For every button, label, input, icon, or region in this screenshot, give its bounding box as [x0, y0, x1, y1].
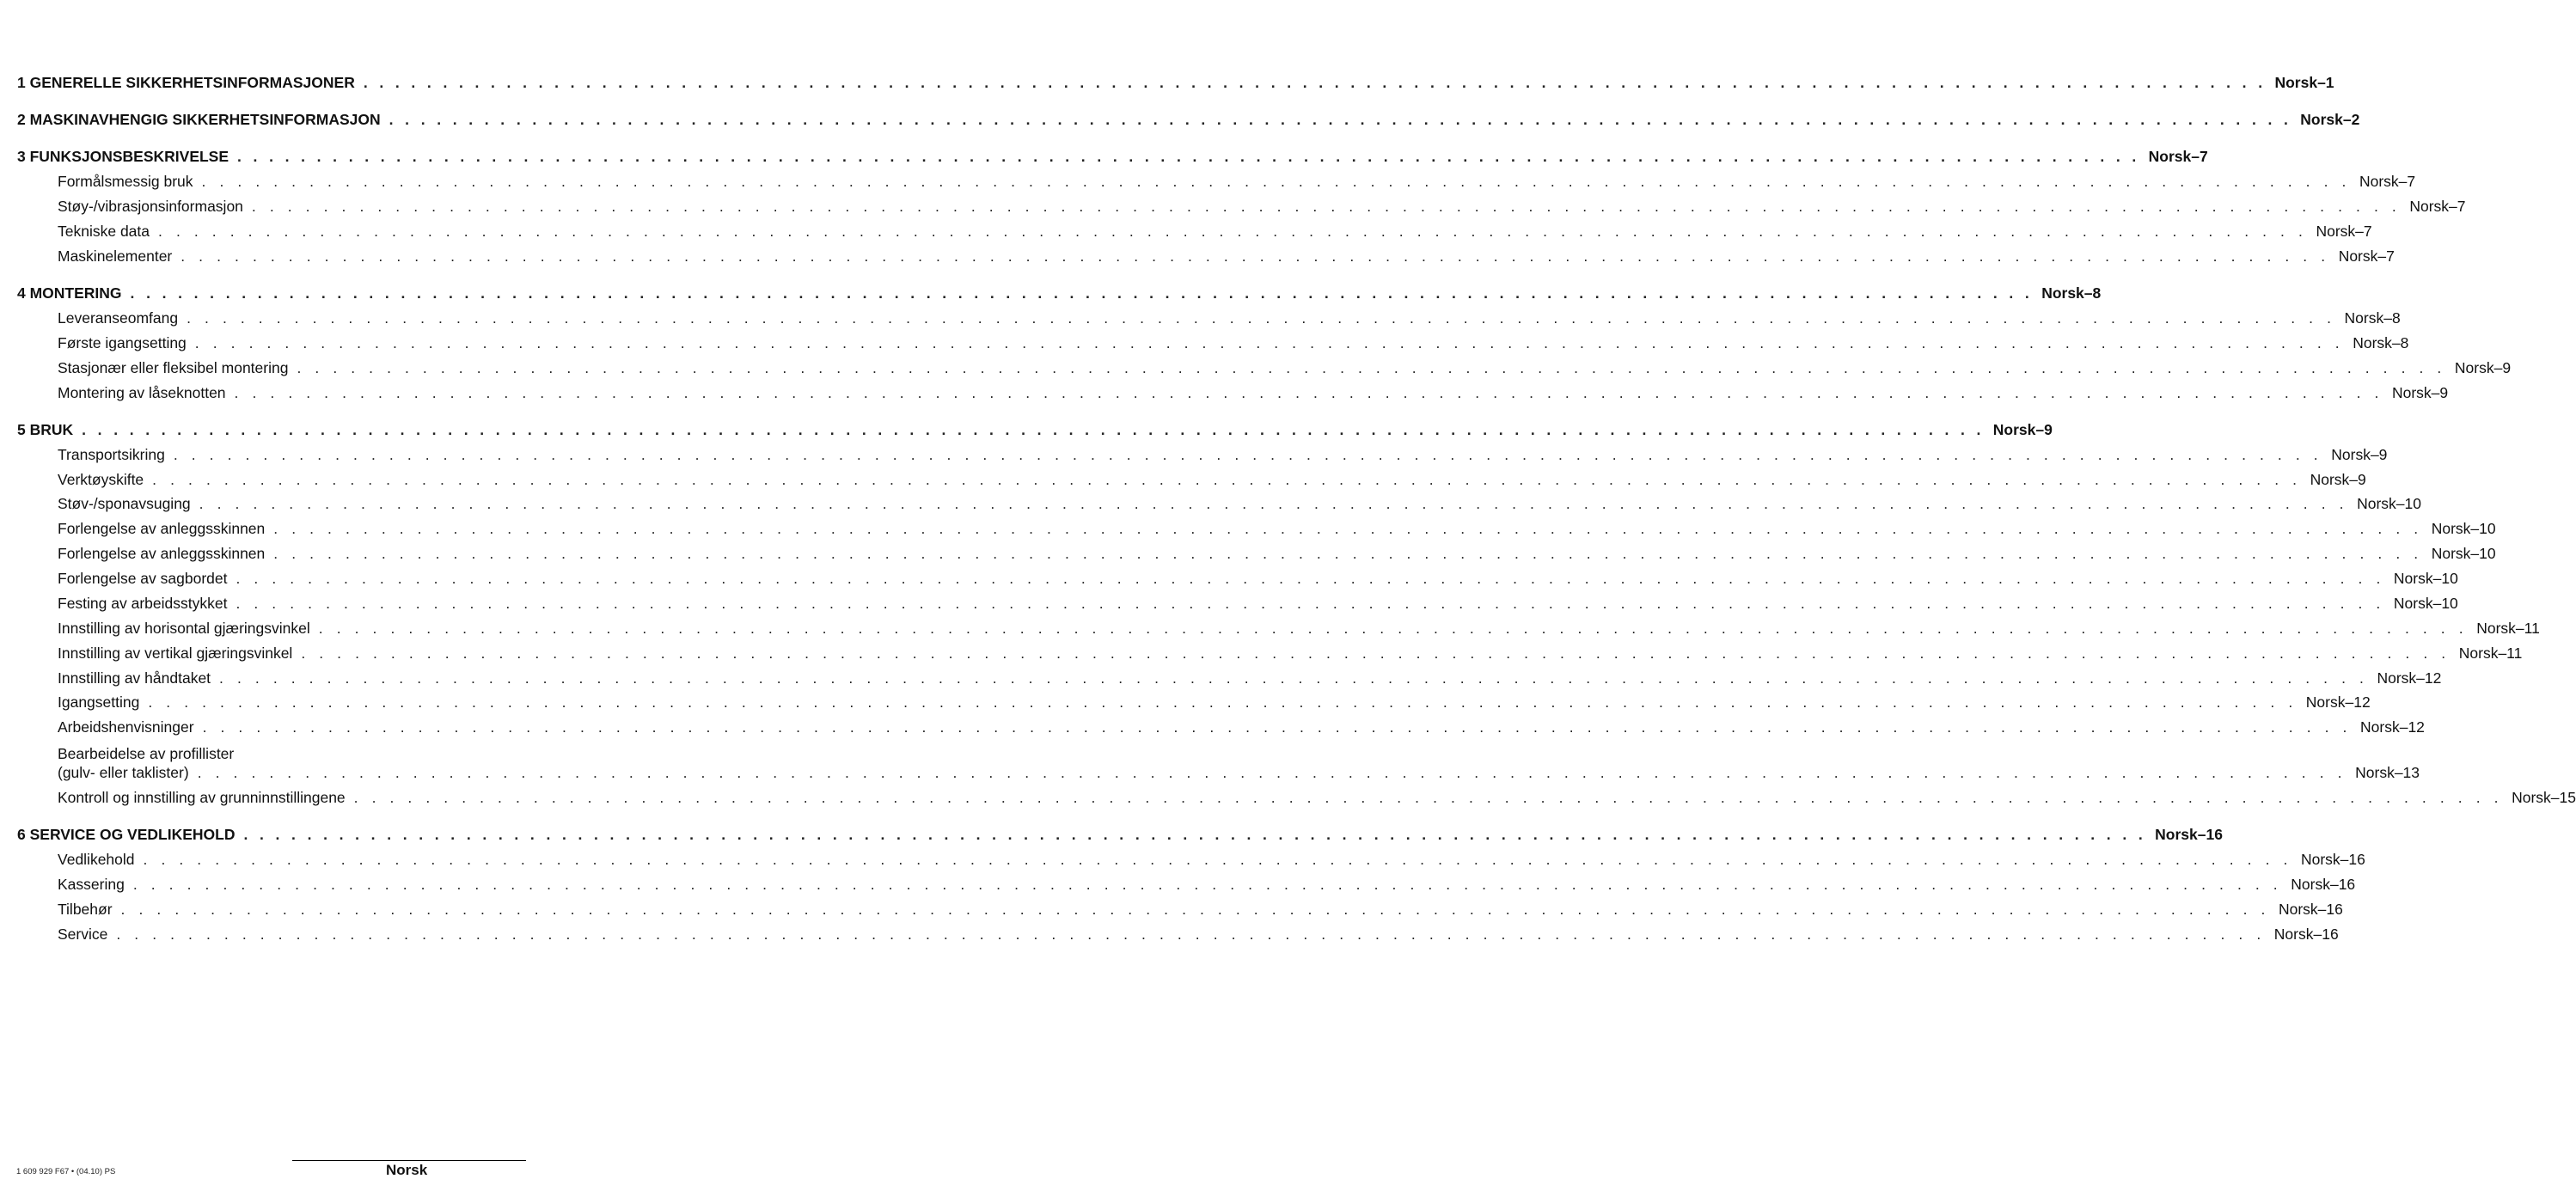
toc-entry-row	[58, 620, 2540, 642]
toc-dot-leader: . . . . . . . . . . . . . . . . . . . . . . . . . . . . . . . . . . . . . . . . . . . . . . . . . . . . . . . . . . . . . . . . . . . . . . . . . . . . . . . . . . . . . . . . . . . . . . . . . . . . . . . . . . . . . . . . . . . . . . . .	[353, 789, 2504, 806]
toc-entry-row	[58, 198, 2466, 220]
toc-page-ref: Norsk–11	[2458, 644, 2523, 662]
toc-entry-title: (gulv- eller taklister)	[58, 764, 189, 781]
toc-page-ref: Norsk–8	[2344, 309, 2401, 327]
toc-page-ref: Norsk–16	[2278, 901, 2343, 918]
toc-entry-row	[58, 570, 2458, 592]
toc-entry-title: Første igangsetting	[58, 334, 187, 351]
toc-dot-leader: . . . . . . . . . . . . . . . . . . . . . . . . . . . . . . . . . . . . . . . . . . . . . . . . . . . . . . . . . . . . . . . . . . . . . . . . . . . . . . . . . . . . . . . . . . . . . . . . . . . . . . . . . . . . . . . . . . . . . . . .	[181, 247, 2330, 265]
toc-section-title: 1 GENERELLE SIKKERHETSINFORMASJONER	[17, 74, 355, 91]
toc-dot-leader: . . . . . . . . . . . . . . . . . . . . . . . . . . . . . . . . . . . . . . . . . . . . . . . . . . . . . . . . . . . . . . . . . . . . . . . . . . . . . . . . . . . . . . . . . . . . . . . . . . . . . . . . . . . . . . . . . . . . . . . .	[116, 925, 2266, 943]
toc-section-title: 2 MASKINAVHENGIG SIKKERHETSINFORMASJON	[17, 111, 381, 128]
toc-dot-leader: . . . . . . . . . . . . . . . . . . . . . . . . . . . . . . . . . . . . . . . . . . . . . . . . . . . . . . . . . . . . . . . . . . . . . . . . . . . . . . . . . . . . . . . . . . . . . . . . . . . . . . . . . . . . . . . . . . . . . . . .	[201, 173, 2351, 190]
toc-entry-title: Forlengelse av anleggsskinnen	[58, 545, 266, 562]
toc-dot-leader: . . . . . . . . . . . . . . . . . . . . . . . . . . . . . . . . . . . . . . . . . . . . . . . . . . . . . . . . . . . . . . . . . . . . . . . . . . . . . . . . . . . . . . . . . . . . . . . . . . . . . . . . . . . . . . . . . . . . . . . .	[202, 718, 2353, 736]
toc-entry-row	[58, 223, 2372, 245]
toc-page-ref: Norsk–12	[2377, 669, 2442, 687]
footer-document-code: 1 609 929 F67 • (04.10) PS	[16, 1167, 116, 1176]
toc-section-row	[17, 148, 2208, 170]
toc-section-row	[17, 826, 2223, 848]
toc-entry-row	[58, 446, 2388, 468]
toc-entry-row	[58, 384, 2449, 406]
toc-entry-row	[58, 520, 2496, 542]
toc-page-ref: Norsk–11	[2476, 620, 2540, 637]
toc-section-title: 3 FUNKSJONSBESKRIVELSE	[17, 148, 229, 165]
toc-page-ref: Norsk–1	[2274, 74, 2334, 91]
toc-page-ref: Norsk–16	[2291, 876, 2356, 893]
toc-page-ref: Norsk–7	[2409, 198, 2466, 215]
toc-entry-title: Kassering	[58, 876, 125, 893]
toc-entry-row	[58, 309, 2401, 332]
toc-page-ref: Norsk–16	[2273, 925, 2339, 943]
toc-dot-leader: . . . . . . . . . . . . . . . . . . . . . . . . . . . . . . . . . . . . . . . . . . . . . . . . . . . . . . . . . . . . . . . . . . . . . . . . . . . . . . . . . . . . . . . . . . . . . . . . . . . . . . . . . . . . . . . . . . . . . . . .	[82, 421, 1985, 438]
toc-page-ref: Norsk–12	[2305, 693, 2371, 711]
toc-dot-leader: . . . . . . . . . . . . . . . . . . . . . . . . . . . . . . . . . . . . . . . . . . . . . . . . . . . . . . . . . . . . . . . . . . . . . . . . . . . . . . . . . . . . . . . . . . . . . . . . . . . . . . . . . . . . . . . . . . . . . . . .	[132, 876, 2283, 893]
toc-page-ref: Norsk–15	[2512, 789, 2576, 806]
toc-entry-title: Tekniske data	[58, 223, 150, 240]
footer-language-label: Norsk	[386, 1162, 428, 1178]
toc-page-ref: Norsk–13	[2355, 764, 2420, 781]
toc-entry-row	[58, 173, 2416, 195]
toc-dot-leader: . . . . . . . . . . . . . . . . . . . . . . . . . . . . . . . . . . . . . . . . . . . . . . . . . . . . . . . . . . . . . . . . . . . . . . . . . . . . . . . . . . . . . . . . . . . . . . . . . . . . . . . . . . . . . . . . . . . . . . . .	[143, 851, 2292, 868]
toc-dot-leader: . . . . . . . . . . . . . . . . . . . . . . . . . . . . . . . . . . . . . . . . . . . . . . . . . . . . . . . . . . . . . . . . . . . . . . . . . . . . . . . . . . . . . . . . . . . . . . . . . . . . . . . . . . . . . . . . . . . . . . . .	[363, 74, 2267, 91]
toc-entry-title: Montering av låseknotten	[58, 384, 226, 401]
toc-entry-row	[58, 789, 2576, 811]
toc-entry-title: Forlengelse av anleggsskinnen	[58, 520, 266, 537]
toc-page-ref: Norsk–2	[2300, 111, 2360, 128]
toc-dot-leader: . . . . . . . . . . . . . . . . . . . . . . . . . . . . . . . . . . . . . . . . . . . . . . . . . . . . . . . . . . . . . . . . . . . . . . . . . . . . . . . . . . . . . . . . . . . . . . . . . . . . . . . . . . . . . . . . . . . . . . . .	[120, 901, 2270, 918]
toc-section-row	[17, 74, 2334, 96]
toc-dot-leader: . . . . . . . . . . . . . . . . . . . . . . . . . . . . . . . . . . . . . . . . . . . . . . . . . . . . . . . . . . . . . . . . . . . . . . . . . . . . . . . . . . . . . . . . . . . . . . . . . . . . . . . . . . . . . . . . . . . . . . . .	[273, 520, 2423, 537]
toc-entry-row	[58, 359, 2512, 382]
toc-page-ref: Norsk–9	[2391, 384, 2449, 401]
toc-entry-title: Tilbehør	[58, 901, 113, 918]
toc-page-ref: Norsk–7	[2316, 223, 2372, 240]
toc-entry-title: Verktøyskifte	[58, 471, 144, 488]
toc-entry-title: Innstilling av vertikal gjæringsvinkel	[58, 644, 293, 662]
toc-page-ref: Norsk–10	[2393, 595, 2458, 612]
toc-dot-leader: . . . . . . . . . . . . . . . . . . . . . . . . . . . . . . . . . . . . . . . . . . . . . . . . . . . . . . . . . . . . . . . . . . . . . . . . . . . . . . . . . . . . . . . . . . . . . . . . . . . . . . . . . . . . . . . . . . . . . . . .	[301, 644, 2451, 662]
toc-page-ref: Norsk–8	[2041, 284, 2102, 302]
toc-page-ref: Norsk–10	[2393, 570, 2458, 587]
toc-entry-row	[58, 901, 2343, 923]
toc-dot-leader: . . . . . . . . . . . . . . . . . . . . . . . . . . . . . . . . . . . . . . . . . . . . . . . . . . . . . . . . . . . . . . . . . . . . . . . . . . . . . . . . . . . . . . . . . . . . . . . . . . . . . . . . . . . . . . . . . . . . . . . .	[130, 284, 2034, 302]
toc-entry-title: Støv-/sponavsuging	[58, 495, 191, 512]
toc-entry-row	[58, 595, 2458, 617]
toc-entry-title: Innstilling av horisontal gjæringsvinkel	[58, 620, 310, 637]
toc-entry-title: Festing av arbeidsstykket	[58, 595, 228, 612]
toc-entry-row	[58, 471, 2366, 493]
toc-dot-leader: . . . . . . . . . . . . . . . . . . . . . . . . . . . . . . . . . . . . . . . . . . . . . . . . . . . . . . . . . . . . . . . . . . . . . . . . . . . . . . . . . . . . . . . . . . . . . . . . . . . . . . . . . . . . . . . . . . . . . . . .	[187, 309, 2336, 327]
toc-entry-title: Forlengelse av sagbordet	[58, 570, 228, 587]
toc-dot-leader: . . . . . . . . . . . . . . . . . . . . . . . . . . . . . . . . . . . . . . . . . . . . . . . . . . . . . . . . . . . . . . . . . . . . . . . . . . . . . . . . . . . . . . . . . . . . . . . . . . . . . . . . . . . . . . . . . . . . . . . .	[158, 223, 2308, 240]
toc-section-row	[17, 421, 2053, 443]
toc-entry-row	[58, 247, 2395, 270]
toc-page-ref: Norsk–9	[2331, 446, 2388, 463]
toc-entry-title: Støy-/vibrasjonsinformasjon	[58, 198, 243, 215]
toc-dot-leader: . . . . . . . . . . . . . . . . . . . . . . . . . . . . . . . . . . . . . . . . . . . . . . . . . . . . . . . . . . . . . . . . . . . . . . . . . . . . . . . . . . . . . . . . . . . . . . . . . . . . . . . . . . . . . . . . . . . . . . . .	[273, 545, 2423, 562]
toc-page-ref: Norsk–10	[2357, 495, 2422, 512]
toc-entry-row	[58, 669, 2442, 692]
toc-dot-leader: . . . . . . . . . . . . . . . . . . . . . . . . . . . . . . . . . . . . . . . . . . . . . . . . . . . . . . . . . . . . . . . . . . . . . . . . . . . . . . . . . . . . . . . . . . . . . . . . . . . . . . . . . . . . . . . . . . . . . . . .	[236, 595, 2385, 612]
toc-dot-leader: . . . . . . . . . . . . . . . . . . . . . . . . . . . . . . . . . . . . . . . . . . . . . . . . . . . . . . . . . . . . . . . . . . . . . . . . . . . . . . . . . . . . . . . . . . . . . . . . . . . . . . . . . . . . . . . . . . . . . . . .	[199, 495, 2349, 512]
toc-page-ref: Norsk–16	[2155, 826, 2223, 843]
toc-entry-title: Formålsmessig bruk	[58, 173, 193, 190]
toc-dot-leader: . . . . . . . . . . . . . . . . . . . . . . . . . . . . . . . . . . . . . . . . . . . . . . . . . . . . . . . . . . . . . . . . . . . . . . . . . . . . . . . . . . . . . . . . . . . . . . . . . . . . . . . . . . . . . . . . . . . . . . . .	[251, 198, 2402, 215]
toc-page-ref: Norsk–9	[1992, 421, 2053, 438]
toc-page-ref: Norsk–7	[2359, 173, 2416, 190]
toc-dot-leader: . . . . . . . . . . . . . . . . . . . . . . . . . . . . . . . . . . . . . . . . . . . . . . . . . . . . . . . . . . . . . . . . . . . . . . . . . . . . . . . . . . . . . . . . . . . . . . . . . . . . . . . . . . . . . . . . . . . . . . . .	[389, 111, 2292, 128]
toc-dot-leader: . . . . . . . . . . . . . . . . . . . . . . . . . . . . . . . . . . . . . . . . . . . . . . . . . . . . . . . . . . . . . . . . . . . . . . . . . . . . . . . . . . . . . . . . . . . . . . . . . . . . . . . . . . . . . . . . . . . . . . . .	[219, 669, 2369, 687]
toc-page-ref: Norsk–8	[2353, 334, 2409, 351]
toc-entry-row	[58, 925, 2339, 948]
footer-rule	[292, 1160, 526, 1161]
toc-dot-leader: . . . . . . . . . . . . . . . . . . . . . . . . . . . . . . . . . . . . . . . . . . . . . . . . . . . . . . . . . . . . . . . . . . . . . . . . . . . . . . . . . . . . . . . . . . . . . . . . . . . . . . . . . . . . . . . . . . . . . . . .	[197, 764, 2347, 781]
toc-entry-row	[58, 718, 2425, 741]
toc-dot-leader: . . . . . . . . . . . . . . . . . . . . . . . . . . . . . . . . . . . . . . . . . . . . . . . . . . . . . . . . . . . . . . . . . . . . . . . . . . . . . . . . . . . . . . . . . . . . . . . . . . . . . . . . . . . . . . . . . . . . . . . .	[194, 334, 2345, 351]
toc-dot-leader: . . . . . . . . . . . . . . . . . . . . . . . . . . . . . . . . . . . . . . . . . . . . . . . . . . . . . . . . . . . . . . . . . . . . . . . . . . . . . . . . . . . . . . . . . . . . . . . . . . . . . . . . . . . . . . . . . . . . . . . .	[148, 693, 2298, 711]
toc-entry-row	[58, 876, 2356, 898]
toc-page-ref: Norsk–9	[2454, 359, 2512, 376]
toc-section-row	[17, 284, 2102, 307]
toc-dot-leader: . . . . . . . . . . . . . . . . . . . . . . . . . . . . . . . . . . . . . . . . . . . . . . . . . . . . . . . . . . . . . . . . . . . . . . . . . . . . . . . . . . . . . . . . . . . . . . . . . . . . . . . . . . . . . . . . . . . . . . . .	[318, 620, 2469, 637]
toc-section-row	[17, 111, 2360, 133]
toc-page-ref: Norsk–10	[2431, 520, 2496, 537]
toc-entry-row	[58, 644, 2523, 667]
toc-page-ref: Norsk–12	[2360, 718, 2425, 736]
toc-page-ref: Norsk–10	[2431, 545, 2496, 562]
toc-page-ref: Norsk–16	[2300, 851, 2365, 868]
toc-page-ref: Norsk–9	[2310, 471, 2366, 488]
toc-entry-title: Igangsetting	[58, 693, 140, 711]
toc-entry-title: Arbeidshenvisninger	[58, 718, 194, 736]
toc-entry-row	[58, 693, 2371, 716]
toc-dot-leader: . . . . . . . . . . . . . . . . . . . . . . . . . . . . . . . . . . . . . . . . . . . . . . . . . . . . . . . . . . . . . . . . . . . . . . . . . . . . . . . . . . . . . . . . . . . . . . . . . . . . . . . . . . . . . . . . . . . . . . . .	[173, 446, 2323, 463]
toc-dot-leader: . . . . . . . . . . . . . . . . . . . . . . . . . . . . . . . . . . . . . . . . . . . . . . . . . . . . . . . . . . . . . . . . . . . . . . . . . . . . . . . . . . . . . . . . . . . . . . . . . . . . . . . . . . . . . . . . . . . . . . . .	[237, 148, 2140, 165]
toc-entry-title: Leveranseomfang	[58, 309, 179, 327]
toc-entry-title: Transportsikring	[58, 446, 165, 463]
toc-entry-row	[58, 495, 2422, 517]
toc-entry-title: Vedlikehold	[58, 851, 135, 868]
toc-dot-leader: . . . . . . . . . . . . . . . . . . . . . . . . . . . . . . . . . . . . . . . . . . . . . . . . . . . . . . . . . . . . . . . . . . . . . . . . . . . . . . . . . . . . . . . . . . . . . . . . . . . . . . . . . . . . . . . . . . . . . . . .	[236, 570, 2385, 587]
toc-entry-row	[58, 851, 2365, 873]
toc-dot-leader: . . . . . . . . . . . . . . . . . . . . . . . . . . . . . . . . . . . . . . . . . . . . . . . . . . . . . . . . . . . . . . . . . . . . . . . . . . . . . . . . . . . . . . . . . . . . . . . . . . . . . . . . . . . . . . . . . . . . . . . .	[243, 826, 2147, 843]
toc-dot-leader: . . . . . . . . . . . . . . . . . . . . . . . . . . . . . . . . . . . . . . . . . . . . . . . . . . . . . . . . . . . . . . . . . . . . . . . . . . . . . . . . . . . . . . . . . . . . . . . . . . . . . . . . . . . . . . . . . . . . . . . .	[297, 359, 2446, 376]
toc-entry-title-line1: Bearbeidelse av profillister	[58, 745, 235, 762]
toc-dot-leader: . . . . . . . . . . . . . . . . . . . . . . . . . . . . . . . . . . . . . . . . . . . . . . . . . . . . . . . . . . . . . . . . . . . . . . . . . . . . . . . . . . . . . . . . . . . . . . . . . . . . . . . . . . . . . . . . . . . . . . . .	[234, 384, 2383, 401]
toc-entry-title: Innstilling av håndtaket	[58, 669, 211, 687]
toc-entry-title: Kontroll og innstilling av grunninnstillingene	[58, 789, 346, 806]
toc-entry-title: Maskinelementer	[58, 247, 173, 265]
toc-entry-row	[58, 545, 2496, 567]
toc-page-ref: Norsk–7	[2338, 247, 2395, 265]
toc-section-title: 4 MONTERING	[17, 284, 122, 302]
toc-page-ref: Norsk–7	[2148, 148, 2208, 165]
toc-dot-leader: . . . . . . . . . . . . . . . . . . . . . . . . . . . . . . . . . . . . . . . . . . . . . . . . . . . . . . . . . . . . . . . . . . . . . . . . . . . . . . . . . . . . . . . . . . . . . . . . . . . . . . . . . . . . . . . . . . . . . . . .	[152, 471, 2302, 488]
toc-entry-title: Stasjonær eller fleksibel montering	[58, 359, 289, 376]
toc-entry-row	[58, 764, 2420, 786]
toc-entry-title: Service	[58, 925, 108, 943]
toc-entry-row	[58, 334, 2409, 357]
toc-section-title: 6 SERVICE OG VEDLIKEHOLD	[17, 826, 236, 843]
toc-section-title: 5 BRUK	[17, 421, 74, 438]
